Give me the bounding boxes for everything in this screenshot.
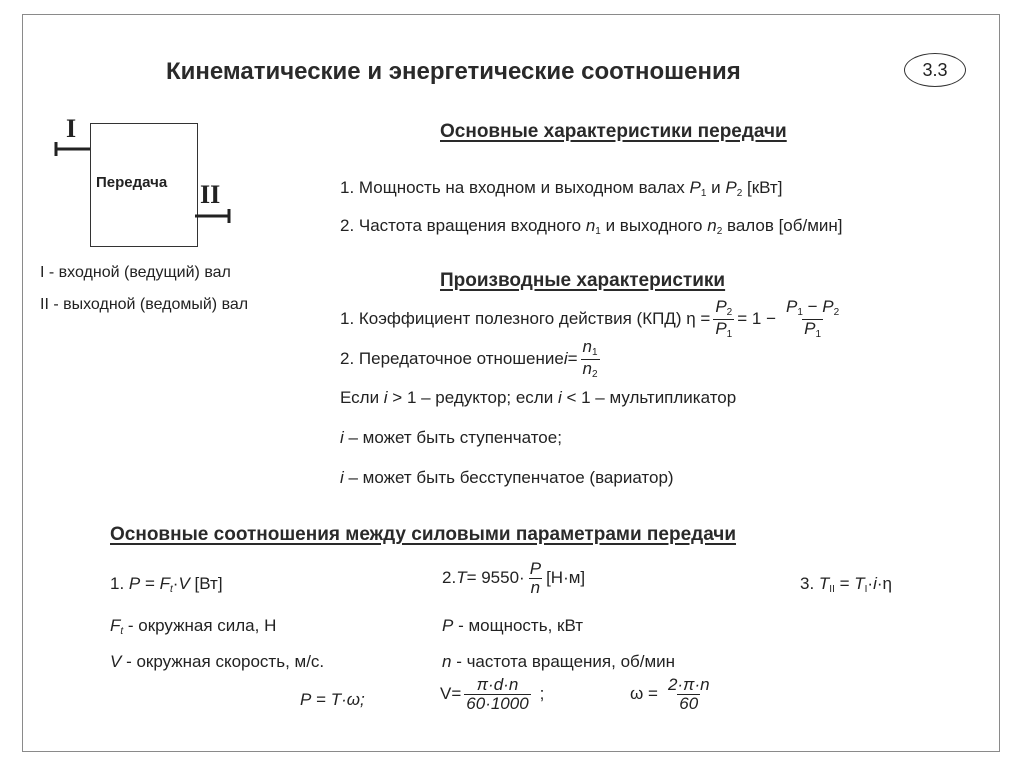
n-description xyxy=(442,652,675,672)
f2-n: n xyxy=(530,577,541,597)
cond-text-1: Если xyxy=(340,388,384,407)
omega-fraction xyxy=(666,676,712,713)
efficiency-fraction-2 xyxy=(784,298,841,340)
basic-item-speed xyxy=(340,216,843,237)
p-desc-text: - мощность, кВт xyxy=(453,616,584,635)
power-and: и xyxy=(706,178,726,197)
legend-input-shaft: I - входной (ведущий) вал xyxy=(40,264,231,281)
f2-eq: = 9550· xyxy=(466,568,525,588)
ratio-n1-sub: 1 xyxy=(592,347,598,358)
power-text: 1. Мощность на входном и выходном валах xyxy=(340,178,690,197)
formula-torque xyxy=(442,560,585,597)
page-title: Кинематические и энергетические соотношения xyxy=(166,58,741,85)
formula-omega xyxy=(630,676,715,713)
speed-symbol-2: n xyxy=(707,216,717,235)
v-symbol: V xyxy=(110,652,122,671)
speed-symbol: n xyxy=(585,216,596,235)
p-symbol: P xyxy=(442,616,454,635)
force-heading: Основные соотношения между силовыми параметрами передачи xyxy=(110,524,737,545)
stepless-text: – может быть бесступенчатое (вариатор) xyxy=(343,468,674,487)
stepless-i: i xyxy=(340,468,344,487)
f3-t: T xyxy=(818,574,830,593)
speed-unit: валов [об/мин] xyxy=(722,216,843,235)
power-symbol-2: P xyxy=(725,178,737,197)
f1-p: P xyxy=(128,574,141,593)
formula-power-omega xyxy=(300,690,365,710)
ft-symbol: F xyxy=(110,616,121,635)
cond-text-2: > 1 – редуктор; если xyxy=(387,388,558,407)
slide-number-badge xyxy=(904,53,966,87)
f3-dot1: · xyxy=(867,574,874,593)
formula-velocity xyxy=(440,676,544,713)
f2-unit: [Н·м] xyxy=(546,568,586,588)
f3-t1: T xyxy=(854,574,865,593)
ratio-formula xyxy=(340,338,603,380)
ratio-stepless xyxy=(340,468,674,488)
p-description xyxy=(442,616,583,636)
v-desc-text: - окружная скорость, м/с. xyxy=(121,652,325,671)
eff2-minus: − xyxy=(802,297,823,316)
efficiency-eq: = 1 − xyxy=(737,309,776,328)
ratio-stepped xyxy=(340,428,562,448)
eff2-p2-sub: 2 xyxy=(833,307,840,318)
ft-sub: t xyxy=(120,626,124,637)
derived-heading: Производные характеристики xyxy=(440,270,726,291)
ratio-n2: n xyxy=(582,358,592,378)
eff2-p1-sub: 1 xyxy=(797,307,803,318)
efficiency-fraction-1 xyxy=(713,298,734,340)
basic-item-power xyxy=(340,178,782,199)
speed-mid: и выходного xyxy=(600,216,708,235)
f2-t: T xyxy=(456,568,467,588)
transmission-label: Передача xyxy=(96,174,168,191)
vel-den: 60·1000 xyxy=(466,693,529,713)
eff2-p1: P xyxy=(786,297,798,316)
velocity-fraction xyxy=(464,676,530,713)
n-desc-text: - частота вращения, об/мин xyxy=(451,652,676,671)
f3-sub-i: I xyxy=(864,584,868,595)
ratio-condition xyxy=(340,388,736,408)
f1-ft: F xyxy=(159,574,171,593)
power-unit: [кВт] xyxy=(742,178,783,197)
speed-text: 2. Частота вращения входного xyxy=(340,216,586,235)
eff2-p1-den: P xyxy=(804,318,816,338)
eff-p2-sub: 2 xyxy=(726,307,733,318)
eff-p1: P xyxy=(715,318,727,338)
f1-v: V xyxy=(178,574,190,593)
legend-output-shaft: II - выходной (ведомый) вал xyxy=(40,296,249,313)
f3-i: i xyxy=(873,574,877,593)
vel-tail: ; xyxy=(539,684,545,704)
power-sub-1: 1 xyxy=(700,188,707,199)
f3-eta: η xyxy=(882,574,892,593)
f1-dot: · xyxy=(172,574,179,593)
ratio-n2-sub: 2 xyxy=(592,368,598,380)
eff-p2: P xyxy=(715,297,727,316)
cond-text-3: < 1 – мультипликатор xyxy=(561,388,737,407)
eff-p1-sub: 1 xyxy=(726,328,733,340)
eff2-p1-den-sub: 1 xyxy=(815,328,822,340)
n-symbol: n xyxy=(442,652,452,671)
formula-output-torque xyxy=(800,574,892,595)
f1-ft-sub: t xyxy=(170,584,173,595)
pw-lhs: P xyxy=(300,690,312,709)
basic-heading: Основные характеристики передачи xyxy=(440,121,787,142)
ratio-eq: = xyxy=(567,349,578,368)
f1-eq: = xyxy=(140,574,160,593)
omega-den: 60 xyxy=(679,693,699,713)
ft-description xyxy=(110,616,276,637)
cond-i-1: i xyxy=(383,388,388,407)
f2-p: P xyxy=(529,559,542,578)
f3-dot2: · xyxy=(876,574,883,593)
omega-lhs: ω = xyxy=(630,684,658,704)
v-description xyxy=(110,652,324,672)
f3-eq: = xyxy=(834,574,855,593)
vel-lhs: V= xyxy=(440,684,462,704)
ratio-fraction xyxy=(581,338,600,380)
f1-prefix: 1. xyxy=(110,574,129,593)
cond-i-2: i xyxy=(557,388,562,407)
ratio-symbol: i xyxy=(563,349,568,368)
efficiency-text: 1. Коэффициент полезного действия (КПД) η = xyxy=(340,309,711,328)
omega-num: 2·π·n xyxy=(667,675,710,694)
ft-desc-text: - окружная сила, Н xyxy=(123,616,277,635)
power-sub-2: 2 xyxy=(736,188,743,199)
efficiency-formula xyxy=(340,298,844,340)
ratio-text: 2. Передаточное отношение xyxy=(340,349,564,368)
f2-prefix: 2. xyxy=(442,568,457,588)
input-shaft-mark: I xyxy=(66,114,77,143)
slide-number: 3.3 xyxy=(922,59,948,80)
pw-rhs: T·ω; xyxy=(330,690,365,709)
eff2-p2: P xyxy=(822,297,834,316)
speed-sub-1: 1 xyxy=(595,226,601,237)
power-symbol: P xyxy=(689,178,701,197)
f1-unit: [Вт] xyxy=(189,574,223,593)
ratio-n1: n xyxy=(582,337,592,356)
output-shaft-mark: II xyxy=(200,180,221,209)
stepped-i: i xyxy=(340,428,344,447)
vel-num: π·d·n xyxy=(476,675,519,694)
f3-sub-ii: II xyxy=(829,584,835,595)
stepped-text: – может быть ступенчатое; xyxy=(343,428,562,447)
formula-power xyxy=(110,574,223,595)
f3-prefix: 3. xyxy=(800,574,819,593)
torque-fraction xyxy=(528,560,543,597)
speed-sub-2: 2 xyxy=(716,226,723,237)
pw-eq: = xyxy=(311,690,331,709)
